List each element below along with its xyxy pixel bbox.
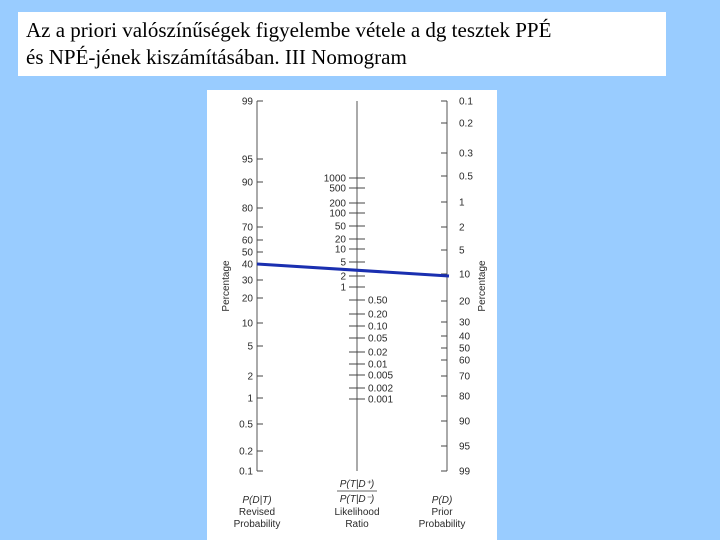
middle-caption-denominator: P(T|D⁻) — [339, 494, 375, 505]
middle-axis-ticks-right — [349, 296, 393, 406]
left-tick-label: 90 — [241, 177, 253, 189]
left-caption — [234, 495, 281, 530]
left-tick-label: 0.1 — [239, 466, 253, 478]
ratio-tick-label: 0.02 — [368, 347, 388, 359]
nomogram-svg — [207, 90, 497, 540]
ratio-tick-label: 1000 — [323, 173, 346, 185]
right-tick-label: 0.3 — [459, 148, 473, 160]
nomogram-reading-line — [257, 264, 449, 276]
left-tick-label: 70 — [241, 222, 253, 234]
ratio-tick-label: 1 — [340, 282, 346, 294]
slide-title-line-2: és NPÉ-jének kiszámításában. III Nomogram — [26, 45, 407, 69]
right-axis — [441, 97, 488, 478]
right-caption — [419, 495, 466, 530]
right-caption-line-2: Probability — [418, 519, 466, 530]
right-tick-label: 60 — [459, 355, 471, 367]
slide-title — [18, 12, 666, 76]
right-tick-label: 0.2 — [459, 118, 473, 130]
left-tick-label: 0.5 — [239, 419, 253, 431]
right-axis-ticks — [441, 97, 473, 478]
right-tick-label: 70 — [459, 371, 471, 383]
ratio-tick-label: 0.05 — [368, 333, 388, 345]
left-tick-label: 80 — [241, 203, 253, 215]
right-caption-symbol: P(D) — [431, 495, 453, 506]
right-tick-label: 40 — [459, 331, 471, 343]
ratio-tick-label: 50 — [334, 221, 346, 233]
right-tick-label: 80 — [459, 391, 471, 403]
right-caption-line-1: Prior — [431, 507, 453, 518]
right-tick-label: 1 — [459, 197, 465, 209]
ratio-tick-label: 0.10 — [368, 321, 388, 333]
left-caption-line-1: Revised — [238, 507, 276, 518]
left-tick-label: 95 — [241, 154, 253, 166]
right-tick-label: 5 — [459, 245, 465, 257]
left-tick-label: 50 — [241, 247, 253, 259]
right-tick-label: 2 — [459, 222, 465, 234]
left-tick-label: 0.2 — [239, 446, 253, 458]
right-tick-label: 50 — [459, 343, 471, 355]
right-tick-label: 0.5 — [459, 171, 473, 183]
right-tick-label: 95 — [459, 441, 471, 453]
middle-caption-line-2: Ratio — [345, 519, 369, 530]
ratio-tick-label: 0.005 — [368, 370, 394, 382]
ratio-tick-label: 200 — [329, 198, 346, 210]
left-axis-label: Percentage — [221, 260, 232, 312]
left-tick-label: 30 — [241, 275, 253, 287]
fagan-nomogram — [207, 90, 497, 540]
right-tick-label: 90 — [459, 416, 471, 428]
left-tick-label: 99 — [241, 96, 253, 108]
ratio-tick-label: 2 — [340, 271, 346, 283]
ratio-tick-label: 500 — [329, 183, 346, 195]
ratio-tick-label: 0.50 — [368, 295, 388, 307]
left-tick-label: 20 — [241, 293, 253, 305]
left-tick-label: 10 — [241, 318, 253, 330]
left-tick-label: 2 — [247, 371, 253, 383]
right-tick-label: 20 — [459, 296, 471, 308]
right-tick-label: 0.1 — [459, 96, 473, 108]
left-caption-line-2: Probability — [233, 519, 281, 530]
right-axis-label: Percentage — [477, 260, 488, 312]
ratio-tick-label: 0.002 — [368, 383, 394, 395]
left-tick-label: 40 — [241, 259, 253, 271]
middle-caption — [334, 479, 379, 530]
left-tick-label: 60 — [241, 235, 253, 247]
ratio-tick-label: 0.01 — [368, 359, 388, 371]
slide-title-line-1: Az a priori valószínűségek figyelembe vétele a dg tesztek PPÉ — [26, 18, 552, 42]
ratio-tick-label: 20 — [334, 234, 346, 246]
right-tick-label: 30 — [459, 317, 471, 329]
left-caption-symbol: P(D|T) — [242, 495, 272, 506]
middle-caption-numerator: P(T|D⁺) — [339, 479, 375, 490]
right-tick-label: 99 — [459, 466, 471, 478]
ratio-tick-label: 0.001 — [368, 394, 394, 406]
right-tick-label: 10 — [459, 269, 471, 281]
middle-caption-line-1: Likelihood — [334, 507, 380, 518]
ratio-tick-label: 0.20 — [368, 309, 388, 321]
left-tick-label: 1 — [247, 393, 253, 405]
middle-axis — [324, 101, 394, 471]
middle-axis-ticks-left — [324, 174, 365, 294]
left-axis-ticks — [239, 97, 263, 478]
ratio-tick-label: 10 — [334, 244, 346, 256]
left-tick-label: 5 — [247, 341, 253, 353]
ratio-tick-label: 100 — [329, 208, 346, 220]
left-axis — [221, 97, 263, 478]
ratio-tick-label: 5 — [340, 257, 346, 269]
